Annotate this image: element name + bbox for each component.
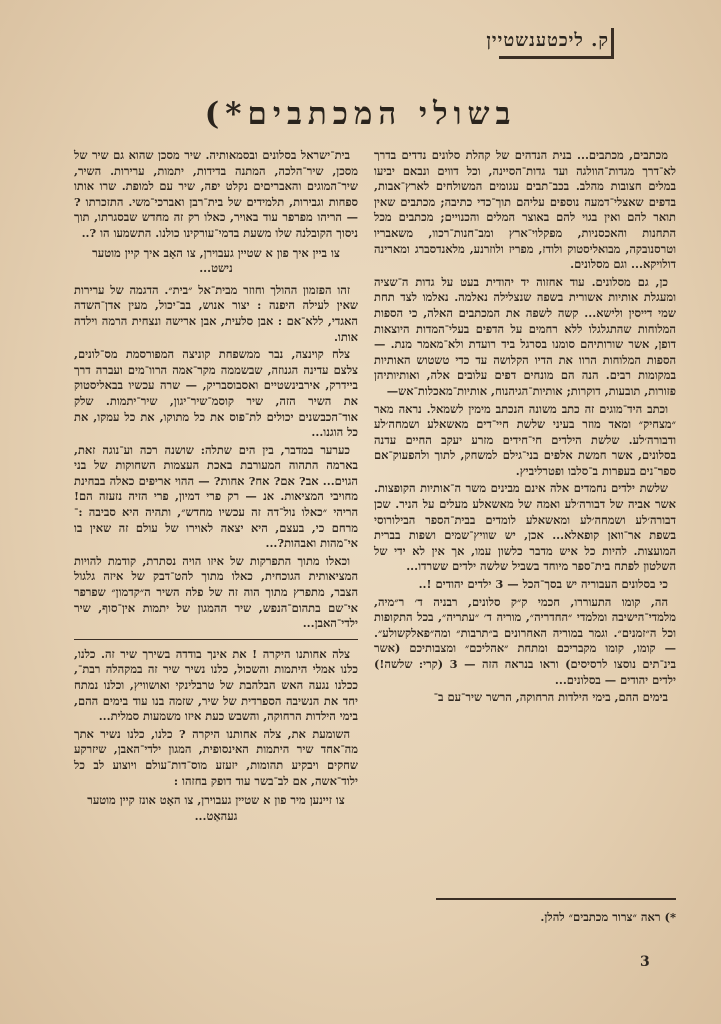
page-number: 3 [640,954,650,970]
paragraph: כן, גם מסלונים. עוד אחזוה יד יהודית בעט על גדות ה־שציה ומעגלת אותיות אשורית בשפה שנצלילה נאלמה. נאלמו לצד תחת שמי דייסין ולישא... קשה לשפה את המכתבים האלה, כי הספות המלוחות שהתגלגלו ללא רחמים על הדפים בעלי־המדות היוצאות דופן, אשר שורותיהם סומנו בסרגל ביד רועדת ולא־מאמר מנת. — הספות המלוחות הרוו את הדיו הקלושה עד כדי טשטוש האותיות במקומות רבים. הנה הם מונחים דפים עלובים אלה, ואותיותיהן פזורות, תובעות, דוקרות; אותיות־הגיהנוח, אותיות־מאכלות־אש— [374,274,676,398]
paragraph: וכתב היד־מוגים זה כתב משונה הנכתב מימין לשמאל. נראה מאר ״מצחיק״ ומאד מוזר בעיני שלשת חיי־דים מאשאלע ושמחה׳לע ודבורה׳לע. שלשת הילדים חי־חידים מזרע יעקב החיים עדנה בסלונים, אשר חמשת אלפים בני־גילם למשחק, לתוך ולהפעוק־אם ספר־נים בעפרות ב־סלבו ופטרליביץ. [374,401,676,478]
paragraph: צלח קוינצה, נבר ממשפחת קוניצה המפורסמת מס־לונים, צלצם עדינה הגנוזה, שבשממה מקר־אמה הרוו־מים ועברה דרך ביידרק, אירבינשטיים ואסבוסבריק, — שרה עכשיו בבאליסטוק את השיר הזה, שיר קוסמ־שיר־יגון, שיר־יתמות. שלק אוד־הכבשנים יכולים לת־פוס את כל מתוקו, את כל עמקו, את כל הוגנו... [74,347,358,440]
footnote-text: *) ראה ״צרור מכתבים״ להלן. [540,909,676,924]
author-name: ק. ליכטענשטיין [486,30,609,51]
article-title: בשולי המכתבים*) [204,96,517,132]
paragraph: הה, קומו התעוררו, חכמי ק״ק סלונים, רבניה ד׳ ר״מיה, מלמדי־הישיבה ומלמדי ״החדריה״, מוריה ד׳ ״עתריה״, בכל התקופות וכל ה״זמנים״. וגמר במוריה האחרונים ב״תרבות״ ומה״פאלקשולע״. — קומו, קומו מקבריכם ומתחת ״אהליכם״ ומצבותיכם (אשר בינ־תים נוסצו לרסיסים) וראו בנראה הזה — 3 (קרי: שלשה!) ילדים יהודים — בסלונים... [374,594,676,687]
yiddish-verse: צו ביין איך פון א שטיין געבוירן, צו האָב איך קיין מוטער נישט... [92,245,340,276]
paragraph: בית־ישראל בסלונים ובסמאותיה. שיר מסכן שהוא גם שיר של מסכן, שיר־הלכה, המתנה בדידות, יתמות, ערירות. השיר, שיר־המוגים והאבריםים נקלט יפה, שיר עם למופת. שרו אותו ספחות וגבירות, תלמידים של בית־רבן ואברכי־משי. התזכרתו ? — הריהו מפרפר עוד באויר, כאלו רק זה מחדש שבסגרתו, תוך ניסוך הקובלנה שלו משעת בדמי־עורקינו כולנו. התשמעו הו ?.. [74,148,358,240]
paragraph: וכאלו מתוך התפרקות של איזו הויה נסתרת, קודמת להויות המציאותית הגוכחית, כאלו מתוך להט־דבק של איזה גלגול הצבר, מתפרץ מתוך הוה זה של פלה השיר ה״קדמון״ שפרפר אי־שם בתהום־הנפש, שיר ההמגון של יתמות אין־סוף, שיר ילדי־האבן... [74,553,358,631]
paragraph: בימים ההם, בימי הילדות הרחוקה, הרשר שיר־עם ב־ [433,690,668,705]
left-column [74,148,358,830]
paragraph: כי בסלונים העבוריה יש בסך־הכל — 3 ילדים יהודים !.. [418,577,668,592]
right-column [374,148,676,708]
paragraph: זהו הפזמון ההולך וחוזר מבית־אל ״בית״. הדגמה של ערירות שאין לעילה היפנה : יצור אנוש, בב־יכול, מעין אדן־השדה האגדי, ללא־אם : אבן סלעית, אבן ארישה ונצחית הרמה וילדה אותו. [74,282,358,344]
paragraph: כערער במדבר, בין הים שתלה: שושנה רכה וע־נוגה זאת, בארמה התהוה המעורבת באכת העצמות השחוקות של בני הגוים... אב? אם? אח? אחות? — ההוי אריפים כאלה בבחינת מחויבי המציאות. אנ — רק פרי דמיון, פרי הזיה נזעזה הם! הריהי ״כאלו נול־דה זה עכשיו מחדש״, ותהיה היא סביבה :־מרחם כי, בעצם, היא יצאה לאוירו של עולם זה שאין בו אי־מהות ואבהות?... [74,442,358,551]
yiddish-verse: צו זיינען מיר פון א שטיין געבוירן, צו האָט אונז קיין מוטער געהאַט... [87,793,345,823]
paragraph: שלשת ילדים נחמדים אלה אינם מבינים משר ה־אותיות הקופצות. אשר אביה של דבורה׳לע ואמה של מאשאלע מעלים על הניר. שכן דבורה׳לע ושמחה׳לע ומאשאלע לומדים בבית־הספר הבילורוסי בשפת אר־וואן קופאלא... אכן, יש שוויץ־שמים ושפות בברית המועצות. להיות כל איש מדבר כלשון עמו, אך אין לא ידי של השלטון לפתח בית־ספר מיוחד בשביל שלשה ילדים ששרדו... [374,481,676,574]
paragraph: צלה אחותנו היקרה ! את אינך בודדה בשירך שיר זה. כלנו, כלנו אמלי היתמות והשכול, כלנו נשיר שיר זה במקהלה רבת־, ככלנו נגעה האש הבלהבת של טרבלינקי ואושוויץ, וכלנו נמתח יחד את הנשיבה הספרדית של שיר, שזמה בנו עוד בימים ההם, בימי הילדות הרחוקה, והשבש כעת איזו משמעות סמלית... [74,646,358,724]
footnote [374,898,676,924]
section-divider [74,639,358,640]
paragraph: השומעת את, צלה אחותנו היקרה ? כלנו, כלנו נשיר אתך מה־אחד שיר היתמות האינסופית, המגון ילדי־האבן, שיזרקע שחקים ויבקיע תהומות, יזעזע מוס־דות־עולם ויוצוע לב כל ילוד־אשה, אם לב־בשר עוד דופק בחזהו : [74,726,358,788]
paragraph: מכתבים, מכתבים... בנית הנדהים של קהלת סלונים נדדים בדרך לא־דרך מגדות־הוולגה ועד גדות־הסיינה, וכל דווים ונבאם יביעו במלים חצובות מהלב. בכב־תבים עגומים המשולחים לארץ־אבות, בדפים שאצלי־דמעה נוספים עליהם תוך־כדי כתיבה; מכתבים שאין תואר להם ואין בגוי להם באוצר המלים והכנויים; מכתבים מכל התחנות והאכסניות, מפקלוי־ארץ ומב־חנות־רכוו, משאבריו וטרסנובקה, מבואליסטוק ולודז, מפריז ולוזרנע, מלאנדסברג ומארינה דולויקא... וגם מסלונים. [374,148,676,272]
footnote-rule [436,898,676,900]
